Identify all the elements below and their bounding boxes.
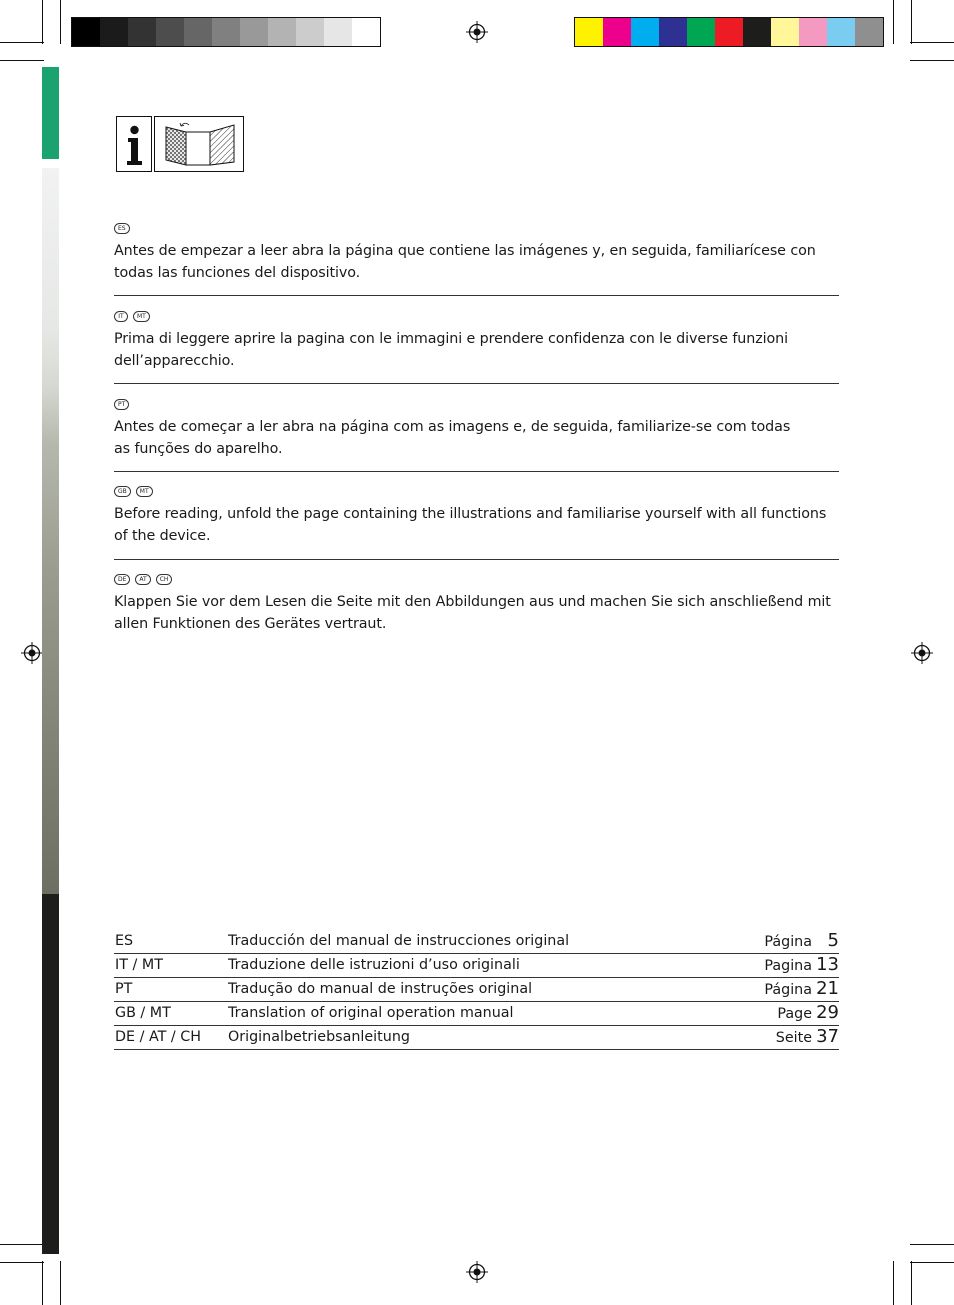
toc-title: Tradução do manual de instruções original (228, 981, 533, 997)
registration-mark-icon (466, 21, 488, 43)
toc-title: Translation of original operation manual (228, 1005, 514, 1021)
toc-page-number: 29 (816, 1002, 839, 1023)
color-swatch (827, 18, 855, 46)
grayscale-calibration-bar (71, 17, 381, 47)
crop-mark (0, 1262, 44, 1263)
crop-mark (60, 0, 61, 44)
section-divider (114, 559, 839, 560)
toc-row[interactable] (114, 1026, 839, 1050)
gray-swatch (128, 18, 156, 46)
section-divider (114, 471, 839, 472)
crop-mark (42, 1261, 43, 1305)
gray-swatch (296, 18, 324, 46)
notice-text: Antes de empezar a leer abra la página que contiene las imágenes y, en seguida, familiarícese con todas las funciones del dispositivo. (114, 243, 816, 281)
color-swatch (771, 18, 799, 46)
country-badge: IT (114, 311, 128, 322)
notice-text: Prima di leggere aprire la pagina con le immagini e prendere confidenza con le diverse funzioni dell’apparecchio. (114, 331, 788, 369)
toc-title: Originalbetriebsanleitung (228, 1029, 410, 1045)
color-swatch (575, 18, 603, 46)
country-badges (114, 574, 839, 587)
country-badges (114, 223, 839, 236)
crop-mark (893, 1261, 894, 1305)
toc-page-number: 37 (816, 1026, 839, 1047)
toc-page-number: 5 (827, 930, 839, 951)
country-badge: ES (114, 223, 130, 234)
color-swatch (855, 18, 883, 46)
crop-mark (910, 42, 954, 43)
crop-mark (0, 1244, 44, 1245)
toc-page-label: Page (777, 1006, 812, 1022)
fold-out-page-icon (154, 116, 244, 172)
color-swatch (603, 18, 631, 46)
gray-swatch (72, 18, 100, 46)
country-badge: GB (114, 486, 131, 497)
country-badge: AT (135, 574, 150, 585)
crop-mark (910, 1244, 954, 1245)
color-swatch (743, 18, 771, 46)
gray-swatch (156, 18, 184, 46)
toc-language-code: IT / MT (115, 957, 163, 973)
toc-row[interactable] (114, 978, 839, 1002)
toc-page-label: Seite (775, 1030, 812, 1046)
notice-text: Klappen Sie vor dem Lesen die Seite mit den Abbildungen aus und machen Sie sich anschließend mit allen Funktionen des Gerätes vertraut. (114, 594, 831, 632)
toc-page-number: 13 (816, 954, 839, 975)
registration-mark-icon (466, 1261, 488, 1283)
country-badges (114, 486, 839, 499)
toc-language-code: PT (115, 981, 133, 997)
gray-swatch (212, 18, 240, 46)
toc-title: Traducción del manual de instrucciones original (228, 933, 570, 949)
gray-swatch (184, 18, 212, 46)
toc-language-code: DE / AT / CH (115, 1029, 201, 1045)
toc-language-code: GB / MT (115, 1005, 171, 1021)
country-badge: MT (136, 486, 153, 497)
country-badge: MT (133, 311, 150, 322)
table-of-contents (114, 930, 839, 1050)
color-swatch (631, 18, 659, 46)
toc-row[interactable] (114, 1002, 839, 1026)
notice-section-pt (114, 399, 839, 460)
notice-text: Before reading, unfold the page containing the illustrations and familiarise yourself with all functions of the device. (114, 506, 827, 544)
crop-mark (910, 1262, 954, 1263)
section-divider (114, 295, 839, 296)
gray-swatch (352, 18, 380, 46)
toc-row[interactable] (114, 954, 839, 978)
notice-section-de-at-ch (114, 574, 839, 635)
toc-page-label: Página (764, 934, 812, 950)
spine-photo-band (42, 168, 59, 894)
crop-mark (910, 60, 954, 61)
country-badge: CH (156, 574, 173, 585)
notice-section-es (114, 223, 839, 284)
crop-mark (0, 42, 44, 43)
country-badge: DE (114, 574, 130, 585)
toc-page-label: Página (764, 982, 812, 998)
gray-swatch (268, 18, 296, 46)
toc-row[interactable] (114, 930, 839, 954)
country-badges (114, 311, 839, 324)
spine-dark-band (42, 894, 59, 1254)
registration-mark-icon (21, 642, 43, 664)
notice-section-it-mt (114, 311, 839, 372)
crop-mark (0, 60, 44, 61)
toc-title: Traduzione delle istruzioni d’uso originali (228, 957, 520, 973)
crop-mark (911, 0, 912, 44)
color-calibration-bar (574, 17, 884, 47)
crop-mark (893, 0, 894, 44)
color-swatch (687, 18, 715, 46)
registration-mark-icon (911, 642, 933, 664)
crop-mark (60, 1261, 61, 1305)
gray-swatch (324, 18, 352, 46)
info-icon (116, 116, 152, 172)
crop-mark (911, 1261, 912, 1305)
toc-page-label: Pagina (764, 958, 812, 974)
gray-swatch (240, 18, 268, 46)
spine-color-band (42, 67, 59, 159)
country-badge: PT (114, 399, 129, 410)
color-swatch (799, 18, 827, 46)
toc-language-code: ES (115, 933, 134, 949)
crop-mark (42, 0, 43, 44)
country-badges (114, 399, 839, 412)
section-divider (114, 383, 839, 384)
gray-swatch (100, 18, 128, 46)
notice-section-gb-mt (114, 486, 839, 547)
notice-text: Antes de começar a ler abra na página com as imagens e, de seguida, familiarize-se com todas as funções do aparelho. (114, 419, 791, 457)
color-swatch (659, 18, 687, 46)
color-swatch (715, 18, 743, 46)
toc-page-number: 21 (816, 978, 839, 999)
